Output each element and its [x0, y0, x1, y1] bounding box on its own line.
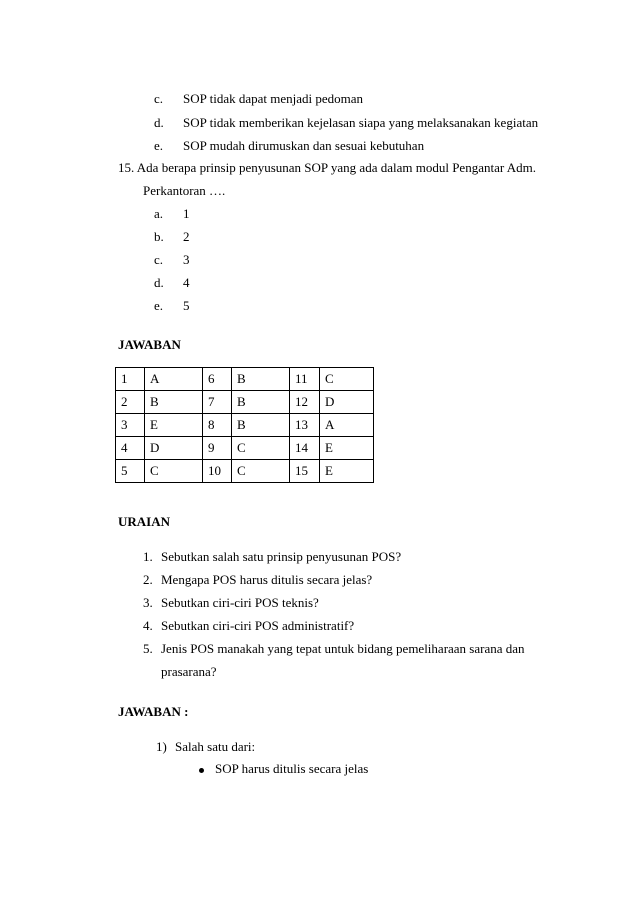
table-cell: 8 [203, 414, 232, 437]
table-cell: 4 [116, 437, 145, 460]
option-text: 5 [183, 298, 190, 313]
table-cell: 7 [203, 391, 232, 414]
table-cell: 2 [116, 391, 145, 414]
table-cell: 15 [290, 460, 320, 483]
answers-heading: JAWABAN [118, 337, 181, 352]
option-letter: c. [154, 91, 164, 106]
question-15-line2: Perkantoran …. [143, 183, 226, 198]
option-text: 1 [183, 206, 190, 221]
list-item-continuation: prasarana? [161, 664, 217, 679]
option-letter: e. [154, 138, 164, 153]
table-cell: C [232, 460, 290, 483]
option-letter: d. [154, 115, 164, 130]
table-cell: C [232, 437, 290, 460]
option-text: SOP tidak memberikan kejelasan siapa yang melaksanakan kegiatan [183, 115, 539, 130]
table-cell: A [145, 368, 203, 391]
table-cell: D [320, 391, 374, 414]
table-cell: B [232, 368, 290, 391]
table-row [116, 437, 374, 460]
table-cell: A [320, 414, 374, 437]
list-item: Sebutkan ciri-ciri POS teknis? [161, 595, 319, 610]
list-item-number: 4. [143, 618, 153, 633]
option-text: SOP mudah dirumuskan dan sesuai kebutuhan [183, 138, 425, 153]
answer-number: 1) [156, 739, 167, 754]
option-letter: c. [154, 252, 164, 267]
answer-text: Salah satu dari: [175, 739, 256, 754]
table-cell: 9 [203, 437, 232, 460]
option-letter: e. [154, 298, 164, 313]
table-cell: 13 [290, 414, 320, 437]
option-letter: b. [154, 229, 164, 244]
table-row [116, 414, 374, 437]
list-item: Jenis POS manakah yang tepat untuk bidang pemeliharaan sarana dan [161, 641, 525, 656]
table-row [116, 368, 374, 391]
table-cell: 3 [116, 414, 145, 437]
table-cell: E [145, 414, 203, 437]
essay-heading: URAIAN [118, 514, 170, 529]
list-item-number: 2. [143, 572, 153, 587]
option-letter: a. [154, 206, 164, 221]
bullet-icon [199, 768, 204, 773]
table-cell: 12 [290, 391, 320, 414]
table-cell: 5 [116, 460, 145, 483]
list-item: Sebutkan salah satu prinsip penyusunan POS? [161, 549, 402, 564]
table-cell: B [232, 414, 290, 437]
list-item: Mengapa POS harus ditulis secara jelas? [161, 572, 373, 587]
option-text: 4 [183, 275, 190, 290]
table-cell: E [320, 460, 374, 483]
answer-table [115, 367, 374, 483]
list-item-number: 3. [143, 595, 153, 610]
option-letter: d. [154, 275, 164, 290]
table-cell: 14 [290, 437, 320, 460]
list-item-number: 5. [143, 641, 153, 656]
table-cell: C [145, 460, 203, 483]
table-cell: E [320, 437, 374, 460]
essay-answers-heading: JAWABAN : [118, 704, 189, 719]
option-text: 2 [183, 229, 190, 244]
table-cell: 11 [290, 368, 320, 391]
question-15-line1: 15. Ada berapa prinsip penyusunan SOP yang ada dalam modul Pengantar Adm. [118, 160, 536, 175]
table-cell: 6 [203, 368, 232, 391]
table-cell: 1 [116, 368, 145, 391]
table-cell: C [320, 368, 374, 391]
option-text: 3 [183, 252, 190, 267]
list-item: Sebutkan ciri-ciri POS administratif? [161, 618, 355, 633]
table-row [116, 460, 374, 483]
table-cell: D [145, 437, 203, 460]
table-cell: B [145, 391, 203, 414]
table-cell: B [232, 391, 290, 414]
list-item-number: 1. [143, 549, 153, 564]
option-text: SOP tidak dapat menjadi pedoman [183, 91, 364, 106]
table-cell: 10 [203, 460, 232, 483]
answer-bullet-item: SOP harus ditulis secara jelas [215, 761, 369, 776]
table-row [116, 391, 374, 414]
